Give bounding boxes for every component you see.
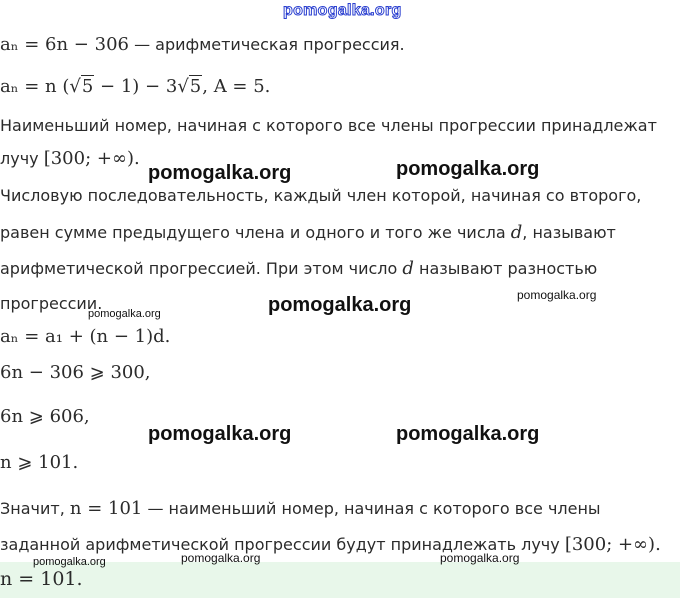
question-line-1: Наименьший номер, начиная с которого все члены прогрессии принадлежат — [0, 116, 657, 135]
definition-text: равен сумме предыдущего члена и одного и того же числа — [0, 223, 511, 242]
formula-math: aₙ = 6n − 306 — [0, 34, 129, 55]
formula-text: — арифметическая прогрессия. — [128, 35, 405, 54]
definition-line-2 — [0, 222, 616, 243]
difference-symbol: d — [510, 222, 523, 243]
given-part-1: aₙ = n ( — [0, 76, 70, 97]
conclusion-line-2 — [0, 534, 661, 555]
inequality-2: 6n ⩾ 606, — [0, 406, 90, 427]
watermark: pomogalka.org — [33, 556, 106, 568]
watermark: pomogalka.org — [440, 551, 520, 565]
conclusion-line-1 — [0, 498, 601, 519]
sqrt-sign-2: √ — [177, 76, 189, 97]
inequality-3: n ⩾ 101. — [0, 452, 79, 473]
watermark: pomogalka.org — [517, 288, 597, 302]
watermark: pomogalka.org — [181, 551, 261, 565]
definition-line-3 — [0, 258, 597, 279]
ray-interval: [300; +∞). — [43, 148, 140, 169]
general-term-formula: aₙ = a₁ + (n − 1)d. — [0, 326, 171, 347]
answer-value: n = 101. — [0, 568, 83, 590]
watermark: pomogalka.org — [148, 423, 292, 445]
progression-formula — [0, 34, 405, 55]
watermark-top: pomogalka.org — [283, 2, 402, 19]
definition-line-1: Числовую последовательность, каждый член которой, начиная со второго, — [0, 186, 642, 205]
conclusion-text-end: — наименьший номер, начиная с которого все члены — [142, 499, 601, 518]
definition-text: арифметической прогрессией. При этом число — [0, 259, 403, 278]
conclusion-text: заданной арифметической прогрессии будут принадлежать лучу — [0, 535, 565, 554]
watermark: pomogalka.org — [268, 294, 412, 316]
conclusion-text: Значит, — [0, 499, 70, 518]
given-part-3: , A = 5. — [202, 76, 271, 97]
definition-text-end: называют разностью — [413, 259, 598, 278]
sqrt-radicand-1: 5 — [81, 76, 94, 97]
watermark: pomogalka.org — [88, 308, 161, 320]
watermark: pomogalka.org — [396, 423, 540, 445]
definition-text-end: , называют — [522, 223, 616, 242]
given-formula — [0, 76, 270, 97]
inequality-1: 6n − 306 ⩾ 300, — [0, 362, 151, 383]
watermark: pomogalka.org — [148, 162, 292, 184]
sqrt-sign-1: √ — [69, 76, 81, 97]
definition-line-4: прогрессии. — [0, 294, 103, 313]
question-line-2 — [0, 148, 140, 169]
question-text: лучу — [0, 149, 44, 168]
difference-symbol: d — [402, 258, 414, 279]
sqrt-radicand-2: 5 — [189, 76, 202, 97]
conclusion-math: n = 101 — [69, 498, 143, 519]
ray-interval: [300; +∞). — [564, 534, 661, 555]
watermark: pomogalka.org — [396, 158, 540, 180]
given-part-2: − 1) − 3 — [94, 76, 178, 97]
